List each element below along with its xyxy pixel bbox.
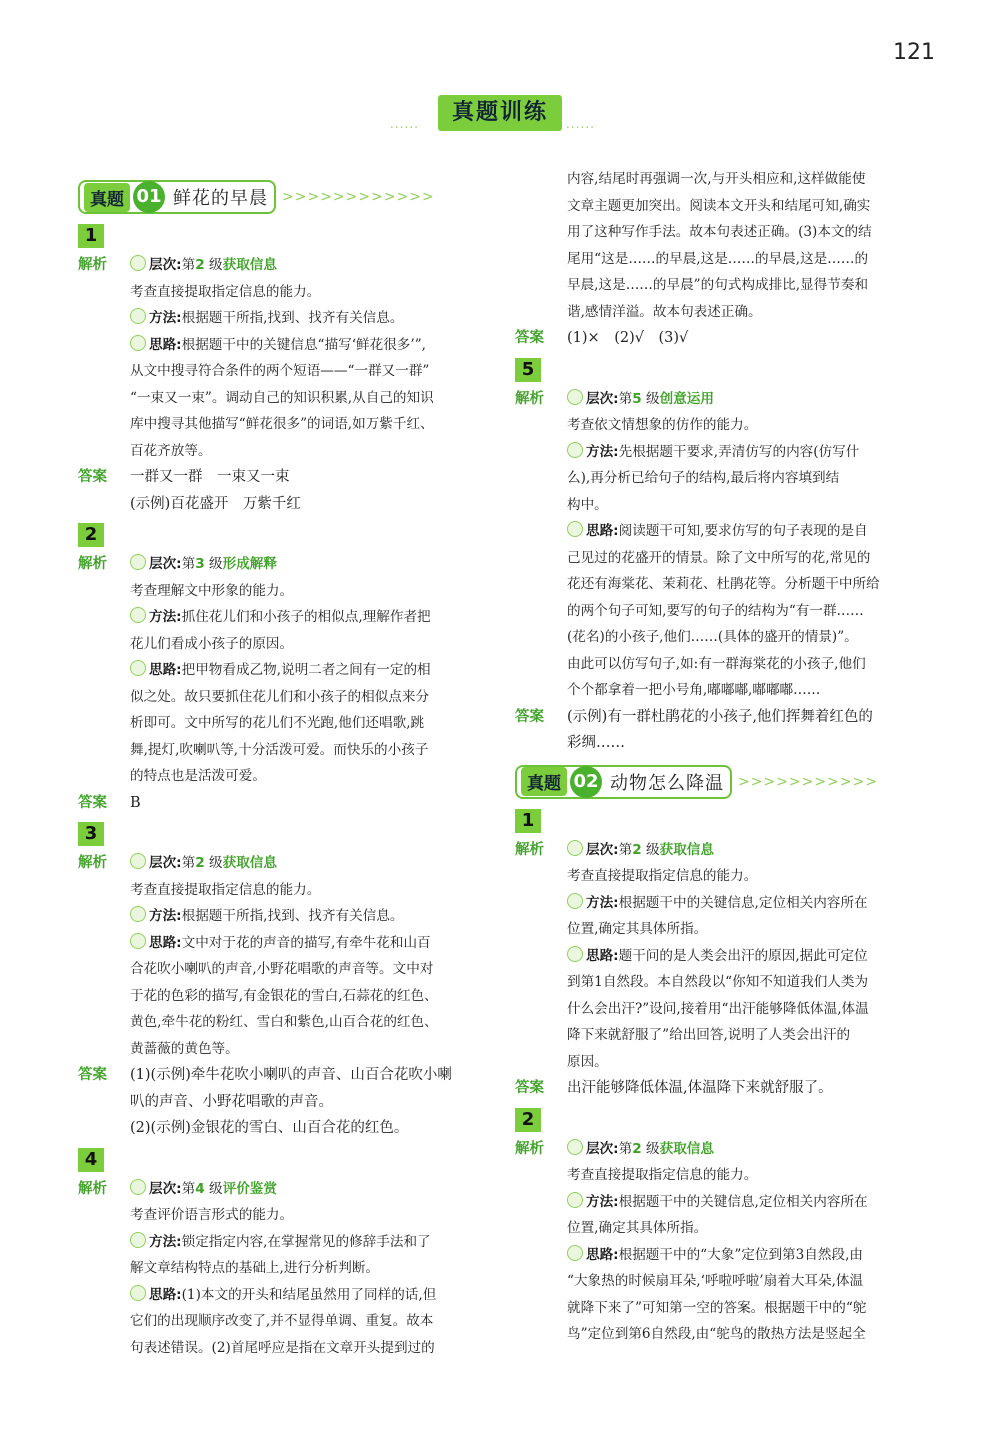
level-suffix: 级 — [209, 556, 223, 572]
method-text: 抓住花儿们和小孩子的相似点,理解作者把 — [181, 609, 431, 625]
method-text: 解文章结构特点的基础上,进行分析判断。 — [130, 1260, 380, 1276]
idea-text: 句表述错误。(2)首尾呼应是指在文章开头提到过的 — [130, 1339, 435, 1356]
idea-text: (花名)的小孩子,他们……(具体的盛开的情景)”。 — [567, 629, 858, 645]
idea-text: 舞,提灯,吹喇叭等,十分活泼可爱。而快乐的小孩子 — [130, 741, 429, 758]
section-number: 01 — [133, 181, 165, 213]
method-text: 根据题干所指,找到、找齐有关信息。 — [181, 908, 404, 924]
idea-text: 早晨,这是……的早晨”的句式构成排比,显得节奏和 — [567, 277, 869, 293]
idea-icon — [567, 521, 583, 537]
answer-tag: 答案 — [515, 708, 544, 725]
level-value: 5 — [632, 390, 642, 407]
level-value: 2 — [195, 855, 205, 871]
question-number: 1 — [78, 224, 104, 248]
answer-text: (示例)百花盛开 万紫千红 — [130, 495, 301, 512]
answer-tag: 答案 — [78, 1067, 107, 1083]
idea-text: 根据题干中的关键信息“描写‘鲜花很多’”, — [181, 336, 426, 353]
method-text: 位置,确定其具体所指。 — [567, 1220, 708, 1236]
section-header — [390, 95, 595, 131]
level-icon — [567, 840, 583, 856]
idea-text: 由此可以仿写句子,如:有一群海棠花的小孩子,他们 — [567, 655, 866, 672]
analysis-block — [515, 837, 935, 1076]
method-icon — [130, 906, 146, 922]
method-label: 方法: — [586, 443, 619, 460]
method-text: 位置,确定其具体所指。 — [567, 921, 708, 937]
idea-text: 题干问的是人类会出汗的原因,据此可定位 — [618, 947, 868, 964]
level-prefix: 第 — [618, 390, 633, 407]
idea-text: 把甲物看成乙物,说明二者之间有一定的相 — [181, 662, 431, 678]
skill-name: 获取信息 — [222, 257, 277, 273]
idea-text: 析即可。文中所写的花儿们不光跑,他们还唱歌,跳 — [130, 715, 425, 731]
level-prefix: 第 — [618, 841, 633, 858]
answer-tag: 答案 — [515, 330, 544, 346]
level-label: 层次: — [586, 1140, 619, 1157]
skill-name: 形成解释 — [222, 556, 277, 572]
section-number: 02 — [570, 766, 602, 798]
section-label: 真题 — [521, 767, 567, 796]
idea-text: 黄色,牵牛花的粉红、雪白和紫色,山百合花的红色、 — [130, 1014, 438, 1030]
method-text: 根据题干中的关键信息,定位相关内容所在 — [618, 894, 868, 911]
section-pill-01 — [78, 180, 498, 214]
analysis-tag: 解析 — [515, 841, 544, 858]
level-label: 层次: — [149, 855, 182, 871]
level-prefix: 第 — [618, 1140, 633, 1157]
arrows-decoration: >>>>>>>>>>>> — [282, 189, 435, 205]
level-value: 3 — [195, 556, 205, 572]
answer-text: B — [130, 794, 141, 811]
analysis-block — [515, 386, 935, 704]
idea-icon — [130, 933, 146, 949]
idea-text: 花还有海棠花、茉莉花、杜鹃花等。分析题干中所给 — [567, 576, 880, 592]
idea-text: 原因。 — [567, 1053, 608, 1070]
idea-text: 到第1自然段。本自然段以“你知不知道我们人类为 — [567, 974, 869, 990]
idea-icon — [130, 660, 146, 676]
method-icon — [130, 607, 146, 623]
answer-text: 出汗能够降低体温,体温降下来就舒服了。 — [567, 1080, 833, 1096]
right-column — [515, 166, 935, 1348]
idea-text: 阅读题干可知,要求仿写的句子表现的是自 — [618, 523, 868, 539]
method-icon — [130, 308, 146, 324]
level-suffix: 级 — [209, 855, 223, 871]
question-number: 4 — [78, 1148, 104, 1172]
header-dots-right: ...... — [566, 117, 595, 131]
level-label: 层次: — [586, 841, 619, 858]
idea-text: “一束又一束”。调动自己的知识积累,从自己的知识 — [130, 389, 434, 406]
analysis-tag: 解析 — [78, 1180, 107, 1197]
answer-block — [78, 464, 498, 517]
level-suffix: 级 — [646, 841, 660, 858]
analysis-tag: 解析 — [78, 855, 107, 871]
answer-text: 彩绸…… — [567, 735, 625, 751]
section-label: 真题 — [84, 183, 130, 212]
level-label: 层次: — [149, 1180, 182, 1197]
idea-text: 就降下来了”可知第一空的答案。根据题干中的“鸵 — [567, 1299, 867, 1316]
method-label: 方法: — [149, 609, 182, 625]
idea-text: 百花齐放等。 — [130, 442, 212, 459]
section-pill-02 — [515, 765, 935, 799]
idea-label: 思路: — [149, 662, 182, 678]
level-label: 层次: — [149, 257, 182, 273]
page-number: 121 — [893, 40, 935, 65]
section-title: 鲜花的早晨 — [173, 188, 268, 209]
method-label: 方法: — [586, 894, 619, 911]
idea-text: 降下来就舒服了”给出回答,说明了人类会出汗的 — [567, 1027, 851, 1043]
answer-text: 一群又一群 一束又一束 — [130, 469, 290, 485]
idea-text: “大象热的时候扇耳朵,‘呼啦呼啦’扇着大耳朵,体温 — [567, 1273, 864, 1289]
answer-block — [515, 325, 935, 352]
method-text: 根据题干中的关键信息,定位相关内容所在 — [618, 1193, 868, 1210]
method-icon — [130, 1232, 146, 1248]
left-column — [78, 172, 498, 1361]
answer-tag: 答案 — [78, 794, 107, 811]
header-title: 真题训练 — [438, 95, 562, 131]
idea-text: 根据题干中的“大象”定位到第3自然段,由 — [618, 1246, 863, 1263]
answer-text: (示例)有一群杜鹃花的小孩子,他们挥舞着红色的 — [567, 708, 873, 725]
level-suffix: 级 — [646, 390, 660, 407]
idea-text: 文章主题更加突出。阅读本文开头和结尾可知,确实 — [567, 197, 871, 214]
level-label: 层次: — [149, 556, 182, 572]
answer-tag: 答案 — [515, 1080, 544, 1096]
level-suffix: 级 — [209, 257, 223, 273]
idea-text: 己见过的花盛开的情景。除了文中所写的花,常见的 — [567, 549, 871, 566]
idea-text: 库中搜寻其他描写“鲜花很多”的词语,如万紫千红、 — [130, 416, 434, 432]
idea-icon — [130, 1285, 146, 1301]
idea-text: 用了这种写作手法。故本句表述正确。(3)本文的结 — [567, 224, 872, 240]
level-prefix: 第 — [181, 855, 196, 871]
level-value: 4 — [195, 1180, 205, 1197]
level-suffix: 级 — [646, 1140, 660, 1157]
header-dots-left: ...... — [390, 117, 419, 131]
analysis-block — [78, 1176, 498, 1362]
analysis-desc: 考查理解文中形象的能力。 — [130, 582, 294, 599]
method-text: 构中。 — [567, 496, 608, 513]
idea-text: 什么会出汗?”设问,接着用“出汗能够降低体温,体温 — [567, 1000, 869, 1017]
method-icon — [567, 442, 583, 458]
method-icon — [567, 893, 583, 909]
level-prefix: 第 — [181, 556, 196, 572]
method-label: 方法: — [149, 908, 182, 924]
answer-text: (1)× (2)√ (3)√ — [567, 330, 689, 346]
level-icon — [130, 554, 146, 570]
idea-text: 似之处。故只要抓住花儿们和小孩子的相似点来分 — [130, 688, 430, 705]
idea-text: 个个都拿着一把小号角,嘟嘟嘟,嘟嘟嘟…… — [567, 682, 821, 698]
level-prefix: 第 — [181, 1180, 196, 1197]
analysis-desc: 考查直接提取指定信息的能力。 — [567, 868, 758, 884]
answer-block — [78, 1062, 498, 1142]
analysis-desc: 考查依文情想象的仿作的能力。 — [567, 417, 758, 433]
method-icon — [567, 1192, 583, 1208]
level-icon — [567, 389, 583, 405]
analysis-block — [515, 1136, 935, 1348]
level-icon — [130, 1179, 146, 1195]
idea-label: 思路: — [586, 947, 619, 964]
level-value: 2 — [632, 841, 642, 858]
method-text: 根据题干所指,找到、找齐有关信息。 — [181, 310, 404, 326]
method-text: 么),再分析已给句子的结构,最后将内容填到结 — [567, 470, 840, 486]
question-number: 3 — [78, 822, 104, 846]
idea-text: 内容,结尾时再强调一次,与开头相应和,这样做能使 — [567, 171, 866, 187]
idea-icon — [130, 335, 146, 351]
arrows-decoration: >>>>>>>>>>> — [738, 773, 879, 790]
analysis-continuation — [515, 166, 935, 325]
level-icon — [130, 853, 146, 869]
analysis-tag: 解析 — [515, 390, 544, 407]
idea-text: (1)本文的开头和结尾虽然用了同样的话,但 — [181, 1286, 437, 1303]
level-label: 层次: — [586, 390, 619, 407]
question-number: 2 — [515, 1108, 541, 1132]
level-value: 2 — [632, 1140, 642, 1157]
level-icon — [567, 1139, 583, 1155]
answer-block — [515, 704, 935, 757]
idea-text: 合花吹小喇叭的声音,小野花唱歌的声音等。文中对 — [130, 961, 434, 977]
idea-label: 思路: — [586, 1246, 619, 1263]
idea-label: 思路: — [149, 336, 182, 353]
analysis-block — [78, 551, 498, 790]
idea-text: 的两个句子可知,要写的句子的结构为“有一群…… — [567, 602, 864, 619]
skill-name: 获取信息 — [222, 855, 277, 871]
answer-tag: 答案 — [78, 469, 107, 485]
idea-text: 鸟”定位到第6自然段,由“鸵鸟的散热方法是竖起全 — [567, 1326, 866, 1342]
idea-text: 它们的出现顺序改变了,并不显得单调、重复。故本 — [130, 1313, 434, 1329]
method-text: 花儿们看成小孩子的原因。 — [130, 635, 294, 652]
analysis-desc: 考查直接提取指定信息的能力。 — [567, 1167, 758, 1183]
method-label: 方法: — [149, 310, 182, 326]
method-label: 方法: — [149, 1233, 182, 1250]
answer-block — [515, 1075, 935, 1102]
question-number: 1 — [515, 809, 541, 833]
analysis-block — [78, 850, 498, 1062]
answer-text: (1)(示例)牵牛花吹小喇叭的声音、山百合花吹小喇 — [130, 1067, 452, 1083]
analysis-tag: 解析 — [515, 1140, 544, 1157]
analysis-desc: 考查评价语言形式的能力。 — [130, 1207, 294, 1223]
analysis-tag: 解析 — [78, 257, 107, 273]
analysis-desc: 考查直接提取指定信息的能力。 — [130, 283, 321, 300]
idea-text: 文中对于花的声音的描写,有牵牛花和山百 — [181, 934, 431, 951]
idea-text: 谐,感情洋溢。故本句表述正确。 — [567, 303, 762, 320]
analysis-desc: 考查直接提取指定信息的能力。 — [130, 881, 321, 898]
skill-name: 评价鉴赏 — [222, 1180, 277, 1197]
skill-name: 创意运用 — [659, 390, 714, 407]
method-text: 先根据题干要求,弄清仿写的内容(仿写什 — [618, 443, 860, 460]
idea-text: 于花的色彩的描写,有金银花的雪白,石蒜花的红色、 — [130, 987, 438, 1004]
idea-text: 尾用“这是……的早晨,这是……的早晨,这是……的 — [567, 250, 869, 267]
answer-text: (2)(示例)金银花的雪白、山百合花的红色。 — [130, 1120, 409, 1136]
level-prefix: 第 — [181, 257, 196, 273]
idea-text: 从文中搜寻符合条件的两个短语——“一群又一群” — [130, 363, 430, 379]
question-number: 2 — [78, 523, 104, 547]
section-title: 动物怎么降温 — [610, 772, 724, 794]
idea-label: 思路: — [149, 1286, 182, 1303]
answer-block — [78, 790, 498, 817]
idea-text: 的特点也是活泼可爱。 — [130, 768, 266, 784]
level-value: 2 — [195, 257, 205, 273]
answer-text: 叭的声音、小野花唱歌的声音。 — [130, 1093, 333, 1110]
analysis-tag: 解析 — [78, 556, 107, 572]
skill-name: 获取信息 — [659, 841, 714, 858]
level-icon — [130, 255, 146, 271]
idea-text: 黄蔷薇的黄色等。 — [130, 1040, 239, 1057]
level-suffix: 级 — [209, 1180, 223, 1197]
skill-name: 获取信息 — [659, 1140, 714, 1157]
question-number: 5 — [515, 358, 541, 382]
idea-label: 思路: — [586, 523, 619, 539]
method-text: 锁定指定内容,在掌握常见的修辞手法和了 — [181, 1233, 431, 1250]
idea-label: 思路: — [149, 934, 182, 951]
idea-icon — [567, 1245, 583, 1261]
analysis-block — [78, 252, 498, 464]
method-label: 方法: — [586, 1193, 619, 1210]
idea-icon — [567, 946, 583, 962]
